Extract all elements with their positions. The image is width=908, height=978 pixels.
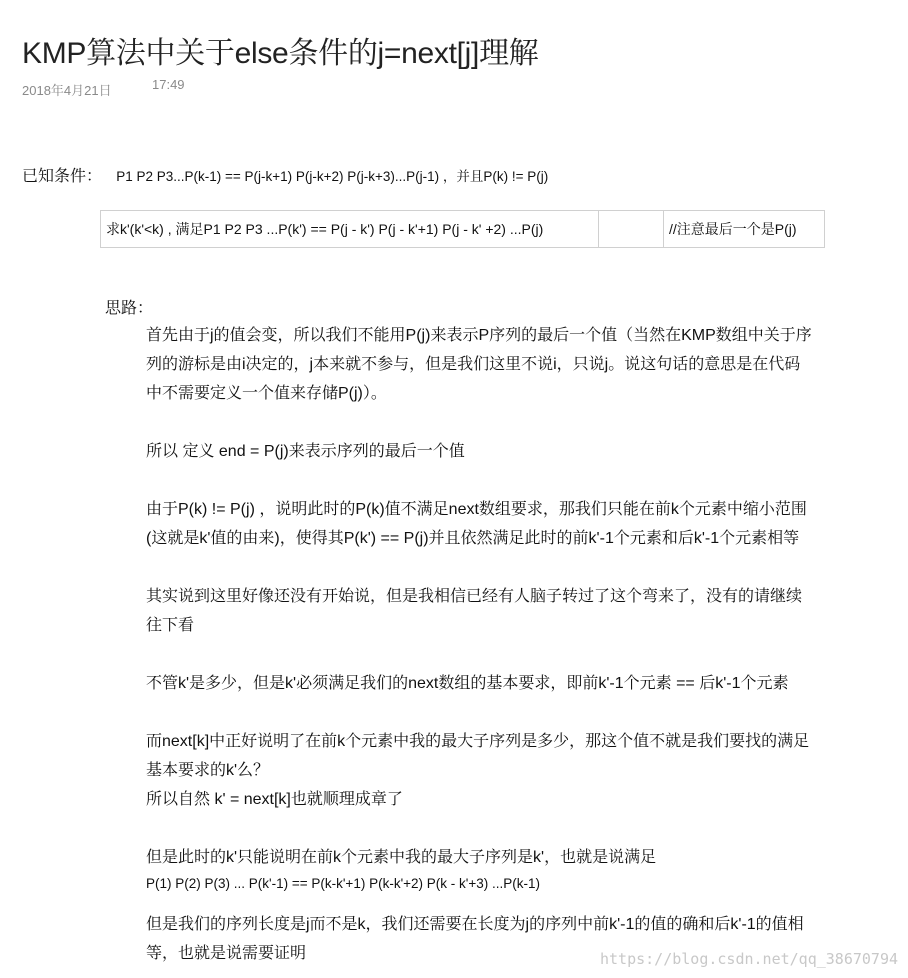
requirement-row — [101, 211, 825, 248]
paragraph-line: 往下看 — [146, 617, 195, 634]
paragraph-line: 但是我们的序列长度是j而不是k，我们还需要在长度为j的序列中前k'-1的值的确和后k'-1的值相 — [146, 916, 804, 933]
requirement-table — [100, 210, 825, 248]
formula-line: P(1) P(2) P(3) ... P(k'-1) == P(k-k'+1) P(k-k'+2) P(k - k'+3) ...P(k-1) — [146, 876, 540, 891]
paragraph-line: 列的游标是由i决定的，j本来就不参与，但是我们这里不说i，只说j。说这句话的意思是在代码 — [146, 356, 801, 373]
paragraph-line: 而next[k]中正好说明了在前k个元素中我的最大子序列是多少，那这个值不就是我们要找的满足 — [146, 733, 810, 750]
paragraph-line: 但是此时的k'只能说明在前k个元素中我的最大子序列是k'，也就是说满足 — [146, 849, 657, 866]
publish-date: 2018年4月21日 — [22, 83, 112, 98]
watermark-url: https://blog.csdn.net/qq_38670794 — [599, 950, 898, 968]
article-title: KMP算法中关于else条件的j=next[j]理解 — [22, 37, 539, 70]
paragraph-line: 基本要求的k'么？ — [146, 762, 270, 779]
known-conditions — [22, 163, 548, 186]
article-body — [146, 321, 854, 968]
requirement-cell: 求k'(k'<k) , 满足P1 P2 P3 ...P(k') == P(j - k') P(j - k'+1) P(j - k' +2) ...P(j) — [101, 211, 599, 248]
thought-label: 思路： — [105, 300, 154, 317]
known-conditions-formula: P1 P2 P3...P(k-1) == P(j-k+1) P(j-k+2) P(j-k+3)...P(j-1) ，并且P(k) != P(j) — [116, 169, 549, 184]
paragraph-line: 所以自然 k' = next[k]也就顺理成章了 — [146, 791, 403, 808]
known-conditions-label: 已知条件： — [22, 168, 103, 185]
empty-cell — [599, 211, 664, 248]
paragraph-line: 其实说到这里好像还没有开始说，但是我相信已经有人脑子转过了这个弯来了，没有的请继续 — [146, 588, 803, 605]
publish-time: 17:49 — [152, 77, 185, 92]
paragraph-line: 等，也就是说需要证明 — [146, 945, 307, 962]
paragraph-line: (这就是k'值的由来)，使得其P(k') == P(j)并且依然满足此时的前k'-1个元素和后k'-1个元素相等 — [146, 530, 800, 547]
paragraph-line: 所以 定义 end = P(j)来表示序列的最后一个值 — [146, 443, 465, 460]
paragraph-line: 中不需要定义一个值来存储P(j)）。 — [146, 385, 387, 402]
paragraph-line: 首先由于j的值会变，所以我们不能用P(j)来表示P序列的最后一个值（当然在KMP数组中关于序 — [146, 327, 812, 344]
article-meta — [22, 77, 185, 99]
paragraph-line: 不管k'是多少，但是k'必须满足我们的next数组的基本要求，即前k'-1个元素 == 后k'-1个元素 — [146, 675, 789, 692]
paragraph-line: 由于P(k) != P(j) ，说明此时的P(k)值不满足next数组要求，那我们只能在前k个元素中缩小范围 — [146, 501, 807, 518]
comment-cell: //注意最后一个是P(j) — [664, 211, 825, 248]
